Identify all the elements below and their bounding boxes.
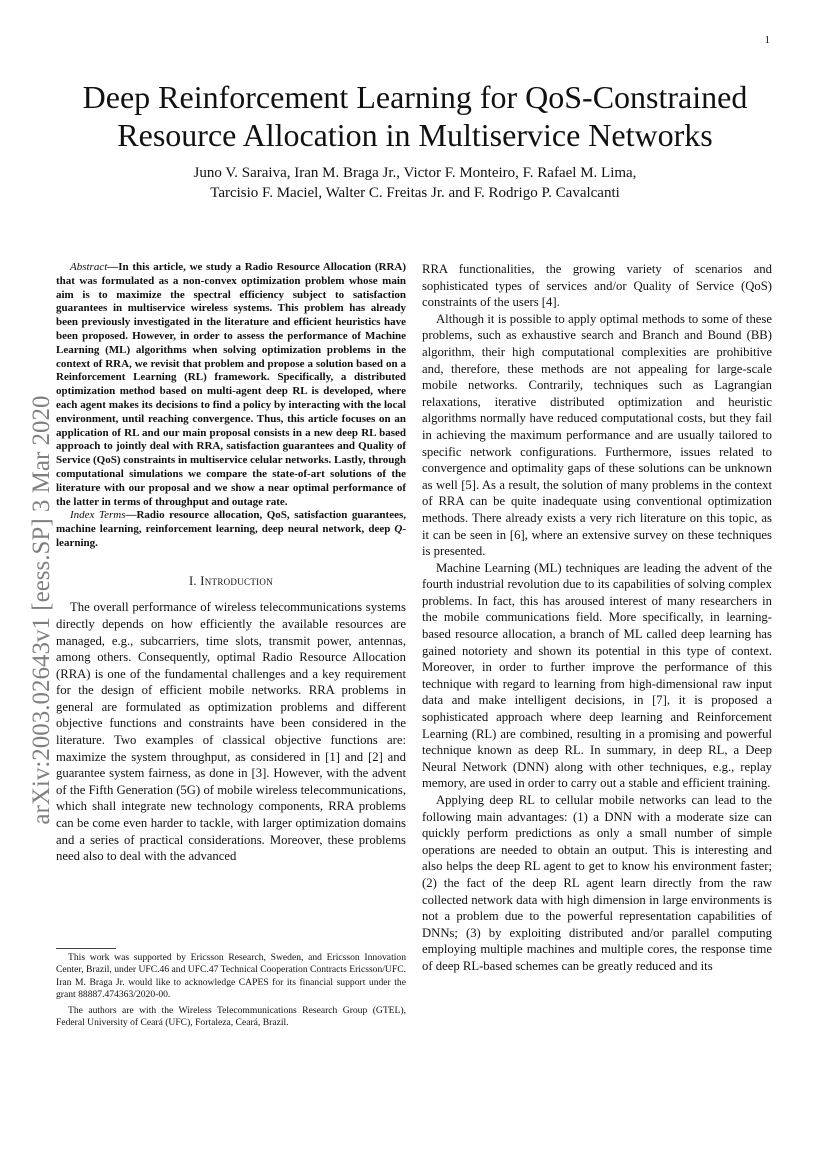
title-line: Deep Reinforcement Learning for QoS-Constrained xyxy=(82,79,748,115)
section-heading: I. Introduction xyxy=(188,573,274,588)
footnote: This work was supported by Ericsson Research, Sweden, and Ericsson Innovation Center, Brazil, under UFC.46 and UFC.47 Technical Cooperation Contracts Ericsson/UFC. Iran M. Braga Jr. would like to acknowledge CAPES for its financial support under the grant 88887.474363/2020-00. xyxy=(56,952,406,1000)
footnote: The authors are with the Wireless Telecommunications Research Group (GTEL), Federal University of Ceará (UFC), Fortaleza, Ceará, Brazil. xyxy=(56,1005,406,1029)
index-terms-text: —Radio resource allocation, QoS, satisfaction guarantees, machine learning, reinforcement learning, deep neural network, deep xyxy=(56,509,406,536)
page-number: 1 xyxy=(764,34,770,46)
footnote-rule xyxy=(56,948,116,949)
author-line: Tarcisio F. Maciel, Walter C. Freitas Jr. and F. Rodrigo P. Cavalcanti xyxy=(210,185,620,201)
body-paragraph: Applying deep RL to cellular mobile networks can lead to the following main advantages: (1) a DNN with a moderate size can quickly perform predictions as only a small number of simple operations are needed to obtain an output. This is interesting and also helps the deep RL agent to get to know his environment faster; (2) the fact of the deep RL agent learn directly from the raw collected network data with high dimension in large environments is not a problem due to the powerful representation capabilities of DNNs; (3) by exploiting distributed and/or parallel computing employing multiple machines and multiple cores, the response time of deep RL-based schemes can be greatly reduced and its xyxy=(422,793,772,973)
index-terms-q: Q xyxy=(394,523,403,536)
body-paragraph: Machine Learning (ML) techniques are leading the advent of the fourth industrial revolution due to its capabilities of solving complex problems. In fact, this has aroused interest of many researchers in the mobile communications field. More specifically, in learning-based resource allocation, a branch of ML called deep learning has gained notoriety and shown its potential in this type of context. Moreover, in order to further improve the performance of this technique with regard to learning from high-dimensional raw input data and make intelligent decisions, in [7], it is proposed a sophisticated approach where deep learning and Reinforcement Learning (RL) are combined, resulting in a promising and powerful technique known as deep RL. In summary, in deep RL, a Deep Neural Network (DNN) along with other techniques, e.g., replay memory, are used in order to carry out a stable and efficient training. xyxy=(422,560,772,791)
body-paragraph: The overall performance of wireless telecommunications systems directly depends on how efficiently the available resources are managed, e.g., subcarriers, time slots, transmit power, antennas, among others. Consequently, optimal Radio Resource Allocation (RRA) is one of the fundamental challenges and a key requirement for the design of efficient mobile networks. RRA problems in general are formulated as optimization problems and different objective functions and constraints have been considered in the literature. Two examples of classical objective functions are: maximize the system throughput, as considered in [1] and [2] and guarantee system fairness, as done in [3]. However, with the advent of the Fifth Generation (5G) of mobile wireless telecommunications, which shall integrate new technology components, RRA problems can be come even harder to tackle, with larger optimization domains and a series of practical considerations. Moreover, these problems need also to deal with the advanced xyxy=(56,600,406,864)
index-terms-tail: -learning. xyxy=(56,523,406,549)
body-paragraph: RRA functionalities, the growing variety of scenarios and sophisticated types of services and/or Quality of Service (QoS) constraints of the users [4]. xyxy=(422,262,772,310)
footnotes xyxy=(56,952,406,1032)
body-paragraph: Although it is possible to apply optimal methods to some of these problems, such as exhaustive search and Branch and Bound (BB) algorithm, their high computational complexities are prohibitive and, therefore, these methods are not appealing for large-scale mobile networks. Contrarily, techniques such as Lagrangian relaxations, iterative distributed optimization and heuristic algorithms normally have reduced computational costs, but they fail in achieving the maximum performance and are usually tailored to specific network configurations. Furthermore, issues related to convergence and optimality gaps of these solutions can be unknown as well [5]. As a result, the solution of many problems in the context of RRA can be quite inadequate using conventional optimization methods. There already exists a very rich literature on this topic, as it can be seen in [6], where an extensive survey on these techniques is presented. xyxy=(422,311,772,559)
abstract-lead: Abstract xyxy=(70,261,108,273)
index-terms xyxy=(56,509,406,550)
title-line: Resource Allocation in Multiservice Networks xyxy=(117,117,713,153)
author-line: Juno V. Saraiva, Iran M. Braga Jr., Victor F. Monteiro, F. Rafael M. Lima, xyxy=(193,165,637,181)
abstract-text: —In this article, we study a Radio Resource Allocation (RRA) that was formulated as a non-convex optimization problem whose main aim is to maximize the spectral efficiency subject to satisfaction guarantees in multiservice wireless systems. This problem has already been previously investigated in the literature and efficient heuristics have been proposed. However, in order to assess the performance of Machine Learning (ML) algorithms when solving optimization problems in the context of RRA, we revisit that problem and propose a solution based on a Reinforcement Learning (RL) framework. Specifically, a distributed optimization method based on multi-agent deep RL is developed, where each agent makes its decisions to find a policy by interacting with the local environment, until reaching convergence. Thus, this article focuses on an application of RL and our main proposal consists in a new deep RL based approach to jointly deal with RRA, satisfaction guarantees and Quality of Service (QoS) constraints in multiservice celular networks. Lastly, through computational simulations we compare the state-of-art solutions of the literature with our proposal and we show a near optimal performance of the latter in terms of throughput and outage rate. xyxy=(56,261,406,508)
index-terms-lead: Index Terms xyxy=(70,509,126,522)
author-list xyxy=(40,163,790,203)
left-column xyxy=(56,261,406,865)
right-column xyxy=(422,261,772,975)
paper-title xyxy=(40,78,790,154)
abstract xyxy=(56,261,406,509)
arxiv-stamp: arXiv:2003.02643v1 [eess.SP] 3 Mar 2020 xyxy=(28,395,55,825)
